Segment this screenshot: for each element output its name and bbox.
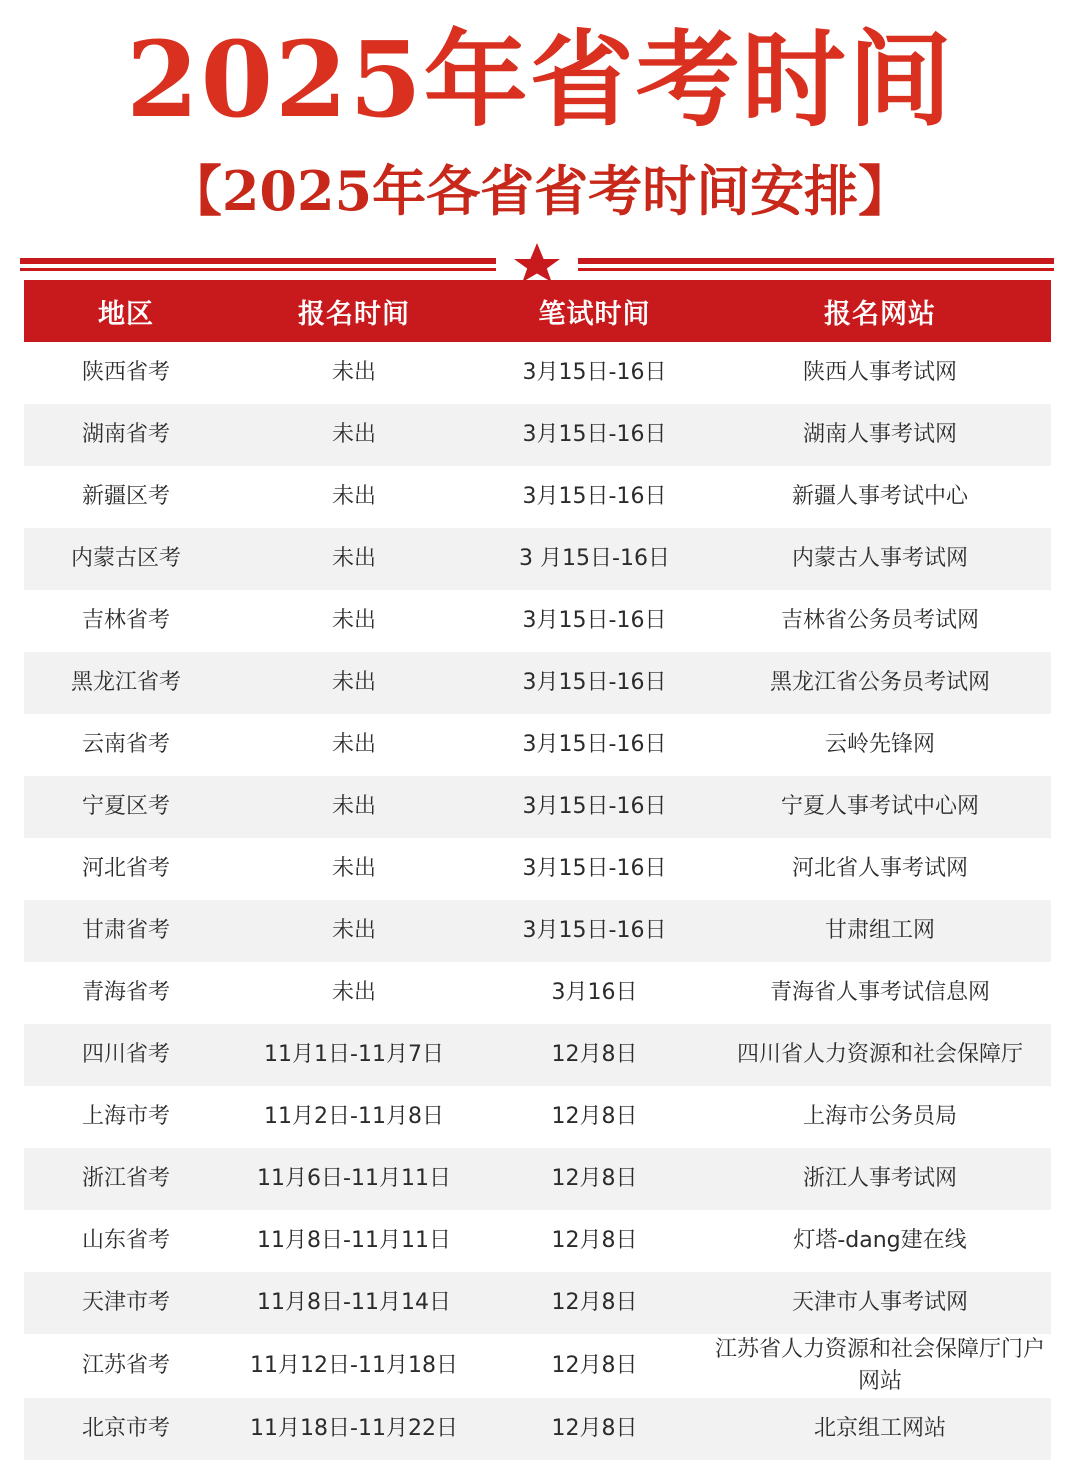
header-registration-time: 报名时间 xyxy=(298,298,410,330)
header-registration-website: 报名网站 xyxy=(824,298,936,330)
cell-website: 灯塔-dang建在线 xyxy=(793,1228,967,1253)
cell-website: 天津市人事考试网 xyxy=(791,1290,968,1315)
cell-region: 浙江省考 xyxy=(81,1166,170,1191)
table-row xyxy=(24,652,1051,714)
cell-region: 宁夏区考 xyxy=(81,794,170,819)
table-row xyxy=(24,1086,1051,1148)
cell-registration-time: 未出 xyxy=(331,918,376,943)
cell-exam-time: 3月15日-16日 xyxy=(522,608,667,633)
cell-region: 吉林省考 xyxy=(81,608,170,633)
table-row xyxy=(24,1334,1051,1398)
cell-exam-time: 3月15日-16日 xyxy=(522,484,667,509)
cell-website: 新疆人事考试中心 xyxy=(791,484,968,509)
cell-registration-time: 未出 xyxy=(331,794,376,819)
cell-exam-time: 3月15日-16日 xyxy=(522,670,667,695)
cell-registration-time: 未出 xyxy=(331,360,376,385)
table-row xyxy=(24,776,1051,838)
cell-website: 云岭先锋网 xyxy=(824,732,935,757)
cell-registration-time: 11月6日-11月11日 xyxy=(257,1166,451,1191)
cell-registration-time: 未出 xyxy=(331,484,376,509)
table-row xyxy=(24,1210,1051,1272)
cell-region: 青海省考 xyxy=(81,980,170,1005)
star-icon xyxy=(514,243,560,282)
cell-website: 甘肃组工网 xyxy=(824,918,935,943)
table-row xyxy=(24,1398,1051,1460)
header-exam-time: 笔试时间 xyxy=(538,298,651,330)
cell-registration-time: 未出 xyxy=(331,608,376,633)
cell-exam-time: 12月8日 xyxy=(551,1353,638,1378)
table-header-row xyxy=(24,280,1051,342)
table-row xyxy=(24,962,1051,1024)
table-row xyxy=(24,404,1051,466)
cell-website: 四川省人力资源和社会保障厅 xyxy=(736,1042,1023,1067)
cell-website: 吉林省公务员考试网 xyxy=(780,608,979,633)
cell-website: 宁夏人事考试中心网 xyxy=(780,794,979,819)
page-title: 2025年省考时间 xyxy=(126,18,954,141)
cell-registration-time: 11月2日-11月8日 xyxy=(264,1104,444,1129)
table-row xyxy=(24,590,1051,652)
cell-website: 黑龙江省公务员考试网 xyxy=(769,670,990,695)
cell-registration-time: 11月8日-11月14日 xyxy=(257,1290,451,1315)
table-row xyxy=(24,1024,1051,1086)
table-row xyxy=(24,342,1051,404)
cell-exam-time: 12月8日 xyxy=(551,1228,638,1253)
table-row xyxy=(24,900,1051,962)
cell-exam-time: 3月15日-16日 xyxy=(522,856,667,881)
table-row xyxy=(24,838,1051,900)
cell-region: 云南省考 xyxy=(81,732,170,757)
cell-exam-time: 12月8日 xyxy=(551,1166,638,1191)
cell-region: 天津市考 xyxy=(81,1290,170,1315)
cell-registration-time: 未出 xyxy=(331,856,376,881)
cell-region: 内蒙古区考 xyxy=(70,546,181,571)
header-region: 地区 xyxy=(98,298,154,330)
cell-registration-time: 未出 xyxy=(331,422,376,447)
cell-exam-time: 12月8日 xyxy=(551,1104,638,1129)
cell-website: 北京组工网站 xyxy=(813,1416,946,1441)
cell-registration-time: 11月1日-11月7日 xyxy=(264,1042,444,1067)
star-divider xyxy=(20,238,1054,282)
cell-region: 江苏省考 xyxy=(81,1353,170,1378)
cell-exam-time: 3月15日-16日 xyxy=(522,422,667,447)
cell-registration-time: 11月18日-11月22日 xyxy=(250,1416,458,1441)
page-subtitle: 【2025年各省省考时间安排】 xyxy=(167,159,913,223)
cell-region: 新疆区考 xyxy=(81,484,170,509)
table-row xyxy=(24,466,1051,528)
divider-left-thin-line xyxy=(20,268,496,271)
cell-website: 浙江人事考试网 xyxy=(802,1166,957,1191)
divider-right-thick-line xyxy=(578,258,1054,264)
exam-schedule-table xyxy=(24,280,1051,1460)
cell-website: 河北省人事考试网 xyxy=(791,856,968,881)
cell-region: 湖南省考 xyxy=(81,422,170,447)
cell-website: 青海省人事考试信息网 xyxy=(769,980,990,1005)
cell-registration-time: 11月12日-11月18日 xyxy=(250,1353,458,1378)
cell-region: 甘肃省考 xyxy=(81,918,170,943)
cell-exam-time: 3 月15日-16日 xyxy=(519,546,670,571)
table-row xyxy=(24,1272,1051,1334)
cell-region: 北京市考 xyxy=(81,1416,170,1441)
cell-exam-time: 12月8日 xyxy=(551,1290,638,1315)
cell-region: 黑龙江省考 xyxy=(70,670,181,695)
table-body xyxy=(24,342,1051,1460)
cell-exam-time: 12月8日 xyxy=(551,1042,638,1067)
cell-registration-time: 未出 xyxy=(331,980,376,1005)
cell-region: 四川省考 xyxy=(81,1042,170,1067)
cell-exam-time: 12月8日 xyxy=(551,1416,638,1441)
cell-website: 陕西人事考试网 xyxy=(802,360,957,385)
divider-left-thick-line xyxy=(20,258,496,264)
table-row xyxy=(24,1148,1051,1210)
cell-registration-time: 未出 xyxy=(331,546,376,571)
cell-exam-time: 3月16日 xyxy=(551,980,638,1005)
cell-registration-time: 11月8日-11月11日 xyxy=(257,1228,451,1253)
cell-region: 河北省考 xyxy=(81,856,170,881)
table-row xyxy=(24,528,1051,590)
divider-right-thin-line xyxy=(578,268,1054,271)
cell-region: 陕西省考 xyxy=(81,360,170,385)
table-row xyxy=(24,714,1051,776)
cell-exam-time: 3月15日-16日 xyxy=(522,794,667,819)
cell-website: 内蒙古人事考试网 xyxy=(791,546,968,571)
cell-website: 湖南人事考试网 xyxy=(802,422,957,447)
cell-region: 山东省考 xyxy=(81,1228,170,1253)
cell-website: 江苏省人力资源和社会保障厅门户网站 xyxy=(715,1337,1046,1394)
cell-region: 上海市考 xyxy=(81,1104,170,1129)
cell-website: 上海市公务员局 xyxy=(802,1104,957,1129)
cell-exam-time: 3月15日-16日 xyxy=(522,732,667,757)
cell-registration-time: 未出 xyxy=(331,670,376,695)
cell-registration-time: 未出 xyxy=(331,732,376,757)
cell-exam-time: 3月15日-16日 xyxy=(522,360,667,385)
cell-exam-time: 3月15日-16日 xyxy=(522,918,667,943)
